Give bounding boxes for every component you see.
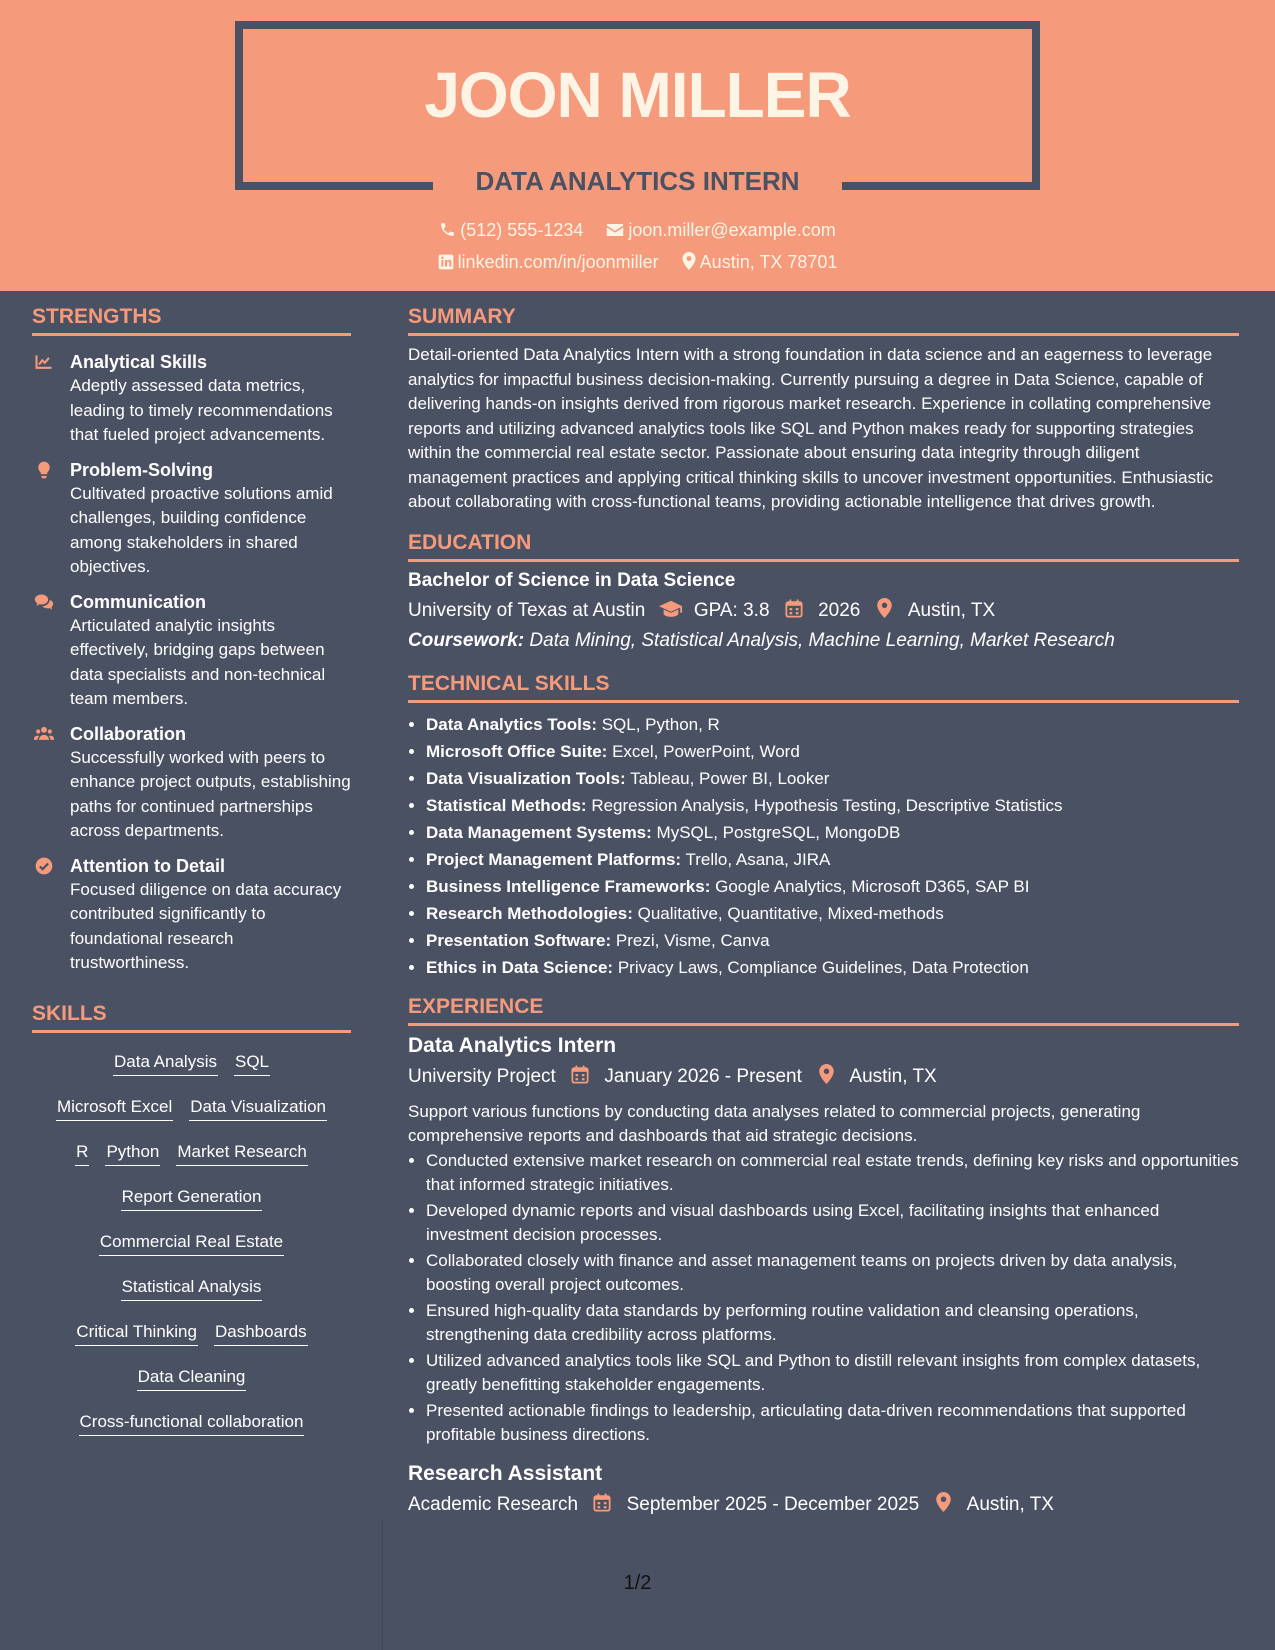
contact-row-1 [0, 220, 1275, 241]
strength-item [32, 350, 351, 448]
list-item: • Developed dynamic reports and visual dashboards using Excel, facilitating insights that enhanced investment decision processes. [426, 1199, 1239, 1248]
tech-skill-value: Privacy Laws, Compliance Guidelines, Data Protection [617, 957, 1029, 977]
skill-tag: Microsoft Excel [56, 1094, 173, 1121]
phone-icon [439, 221, 456, 238]
strength-desc: Focused diligence on data accuracy contributed significantly to foundational research trustworthiness. [70, 879, 342, 972]
degree-title: Bachelor of Science in Data Science [408, 569, 736, 591]
job-location: Austin, TX [849, 1065, 937, 1087]
tech-skill-label: Ethics in Data Science: [426, 957, 614, 977]
map-pin-icon [815, 1064, 837, 1090]
skills-row [32, 1274, 351, 1302]
technical-skills-list [408, 711, 1239, 981]
skill-tag: Data Cleaning [137, 1364, 247, 1391]
list-item [426, 873, 1239, 900]
strength-desc: Successfully worked with peers to enhance project outputs, establishing paths for continued partnerships across departments. [70, 747, 351, 840]
strength-desc: Cultivated proactive solutions amid challenges, building confidence among stakeholders in shared objectives. [70, 483, 333, 576]
summary-heading: SUMMARY [408, 305, 1239, 336]
list-item: • Utilized advanced analytics tools like SQL and Python to distill relevant insights from complex datasets, greatly benefitting stakeholder engagements. [426, 1349, 1239, 1398]
job-org: Academic Research [408, 1493, 579, 1515]
tech-skill-label: Presentation Software: [426, 930, 612, 950]
list-item [426, 765, 1239, 792]
job-location: Austin, TX [966, 1493, 1054, 1515]
tech-skill-label: Data Management Systems: [426, 822, 652, 842]
strength-title: Analytical Skills [70, 352, 208, 372]
strength-item [32, 722, 351, 844]
list-item [426, 846, 1239, 873]
school-name: University of Texas at Austin [408, 599, 646, 621]
email-contact[interactable] [606, 220, 835, 241]
tech-skill-label: Business Intelligence Frameworks: [426, 876, 711, 896]
skill-tag: Statistical Analysis [121, 1274, 263, 1301]
list-item [426, 819, 1239, 846]
contact-row-2 [0, 252, 1275, 273]
skills-row [32, 1409, 351, 1437]
job-description: Support various functions by conducting data analyses related to commercial projects, generating comprehensive reports and dashboards that aid strategic decisions. [408, 1101, 1141, 1145]
skills-list [32, 1049, 351, 1437]
skills-row [32, 1229, 351, 1257]
skills-row [32, 1094, 351, 1122]
skill-tag: Data Analysis [113, 1049, 218, 1076]
list-item: • Ensured high-quality data standards by performing routine validation and cleansing operations, strengthening data credibility across platforms. [426, 1299, 1239, 1348]
location-contact [682, 252, 838, 273]
job-bullets [408, 1149, 1239, 1448]
calendar-icon [783, 599, 805, 624]
tech-skill-value: Excel, PowerPoint, Word [612, 741, 800, 761]
skill-tag: Data Visualization [189, 1094, 327, 1121]
education-location: Austin, TX [907, 599, 996, 621]
strength-desc: Articulated analytic insights effectively, bridging gaps between data specialists and non-technical team members. [70, 615, 326, 708]
tech-skill-label: Project Management Platforms: [426, 849, 682, 869]
tech-skill-value: Regression Analysis, Hypothesis Testing, Descriptive Statistics [591, 795, 1063, 815]
resume-header [0, 0, 1275, 291]
skill-tag: SQL [234, 1049, 270, 1076]
graduation-cap-icon [659, 600, 681, 624]
map-pin-icon [874, 598, 896, 624]
strength-title: Attention to Detail [70, 855, 225, 876]
tech-skill-label: Statistical Methods: [426, 795, 587, 815]
technical-skills-heading: TECHNICAL SKILLS [408, 672, 1239, 703]
education-heading: EDUCATION [408, 531, 1239, 562]
graduation-year: 2026 [818, 599, 861, 621]
list-item [426, 711, 1239, 738]
strength-title: Collaboration [70, 723, 186, 744]
phone-contact [439, 220, 583, 241]
users-icon [34, 724, 54, 744]
linkedin-text[interactable]: linkedin.com/in/joonmiller [457, 252, 659, 272]
job-title: Research Assistant [408, 1461, 603, 1485]
calendar-icon [569, 1065, 591, 1090]
strength-title: Problem-Solving [70, 459, 214, 480]
strength-item [32, 458, 351, 580]
list-item: • Presented actionable findings to leadership, articulating data-driven recommendations that supported profitable business directions. [426, 1399, 1239, 1448]
map-pin-icon [682, 252, 696, 270]
skill-tag: Report Generation [121, 1184, 263, 1211]
tech-skill-value: Tableau, Power BI, Looker [630, 768, 830, 788]
skill-tag: Cross-functional collaboration [79, 1409, 305, 1436]
coursework-list: Data Mining, Statistical Analysis, Machine Learning, Market Research [529, 629, 1115, 651]
email-text[interactable]: joon.miller@example.com [628, 220, 836, 240]
gpa-text: GPA: 3.8 [693, 599, 770, 621]
location-text: Austin, TX 78701 [699, 252, 838, 272]
tech-skill-value: Trello, Asana, JIRA [685, 849, 831, 869]
candidate-title: DATA ANALYTICS INTERN [475, 166, 800, 196]
education-meta [408, 598, 1239, 624]
strengths-heading: STRENGTHS [32, 305, 351, 336]
skills-row [32, 1184, 351, 1212]
skill-tag: Python [105, 1139, 160, 1166]
job-meta [408, 1492, 1239, 1518]
tech-skill-value: MySQL, PostgreSQL, MongoDB [656, 822, 901, 842]
skill-tag: Commercial Real Estate [99, 1229, 284, 1256]
list-item [426, 954, 1239, 981]
tech-skill-label: Data Analytics Tools: [426, 714, 597, 734]
tech-skill-value: SQL, Python, R [601, 714, 720, 734]
linkedin-contact[interactable] [438, 252, 659, 273]
envelope-icon [606, 222, 624, 238]
skill-tag: Dashboards [214, 1319, 308, 1346]
strength-item [32, 854, 351, 976]
experience-heading: EXPERIENCE [408, 995, 1239, 1026]
list-item [426, 900, 1239, 927]
skill-tag: Critical Thinking [75, 1319, 198, 1346]
tech-skill-label: Data Visualization Tools: [426, 768, 626, 788]
left-column [32, 291, 351, 1454]
tech-skill-value: Qualitative, Quantitative, Mixed-methods [637, 903, 944, 923]
list-item: • Conducted extensive market research on commercial real estate trends, defining key risks and opportunities that informed strategic initiatives. [426, 1149, 1239, 1198]
calendar-icon [591, 1493, 613, 1518]
tech-skill-label: Research Methodologies: [426, 903, 633, 923]
phone-text: (512) 555-1234 [460, 220, 584, 240]
skills-heading: SKILLS [32, 1002, 351, 1033]
skills-row [32, 1139, 351, 1167]
chart-line-icon [34, 352, 54, 372]
strength-item [32, 590, 351, 712]
list-item: • Collaborated closely with finance and asset management teams on projects driven by data analysis, boosting overall project outcomes. [426, 1249, 1239, 1298]
job-org: University Project [408, 1065, 556, 1087]
linkedin-icon [438, 254, 454, 270]
skills-row [32, 1049, 351, 1077]
tech-skill-label: Microsoft Office Suite: [426, 741, 608, 761]
candidate-name: JOON MILLER [424, 59, 851, 131]
comments-icon [34, 592, 54, 612]
lightbulb-icon [34, 460, 54, 480]
job-dates: January 2026 - Present [604, 1065, 802, 1087]
job-dates: September 2025 - December 2025 [626, 1493, 920, 1515]
list-item [426, 738, 1239, 765]
tech-skill-value: Google Analytics, Microsoft D365, SAP BI [715, 876, 1030, 896]
page-number: 1/2 [623, 1572, 652, 1594]
summary-text: Detail-oriented Data Analytics Intern with a strong foundation in data science and an eagerness to leverage analytics for impactful business decision-making. Currently pursuing a degree in Data Science, capable of delivering hands-on insights derived from rigorous market research. Experience in collating comprehensive reports and utilizing advanced analytics tools like SQL and Python makes ready for supporting strategies within the commercial real estate sector. Passionate about ensuring data integrity through diligent management practices and applying critical thinking skills to uncover investment opportunities. Enthusiastic about collaborating with cross-functional teams, providing actionable intelligence that drives growth. [408, 345, 1214, 511]
strength-title: Communication [70, 591, 207, 612]
tech-skill-value: Prezi, Visme, Canva [615, 930, 770, 950]
skill-tag: R [75, 1139, 89, 1166]
coursework-label: Coursework: [408, 629, 525, 651]
list-item [426, 792, 1239, 819]
coursework [408, 630, 1239, 652]
job-meta [408, 1064, 1239, 1090]
check-circle-icon [34, 856, 54, 876]
skills-row [32, 1364, 351, 1392]
skills-row [32, 1319, 351, 1347]
map-pin-icon [932, 1492, 954, 1518]
list-item [426, 927, 1239, 954]
job-title: Data Analytics Intern [408, 1033, 617, 1057]
skill-tag: Market Research [176, 1139, 307, 1166]
right-column [408, 291, 1239, 1518]
strength-desc: Adeptly assessed data metrics, leading to timely recommendations that fueled project advancements. [70, 376, 333, 444]
